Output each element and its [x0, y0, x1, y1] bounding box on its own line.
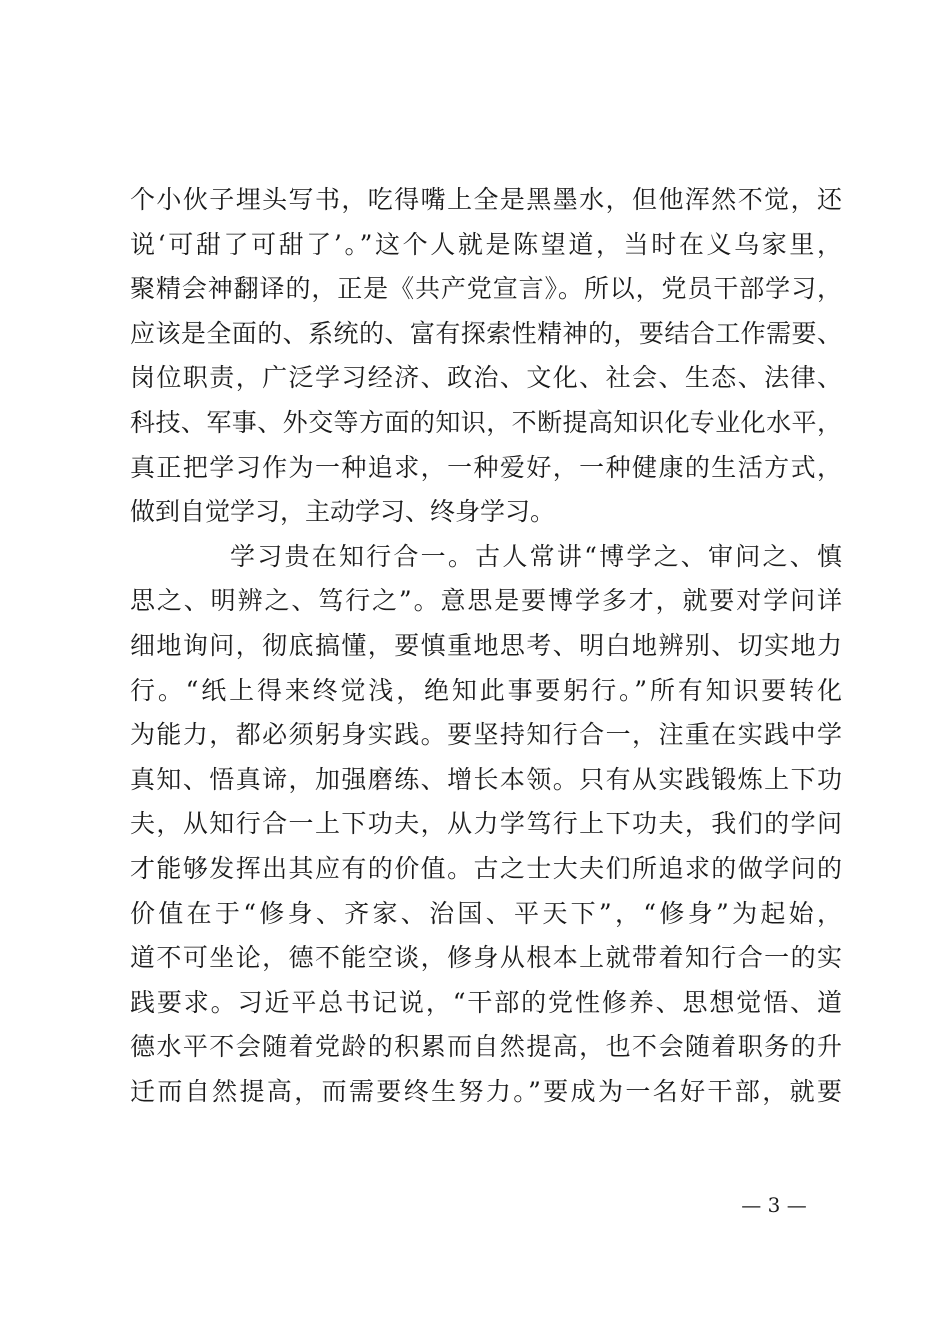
- text-line: 践要求。习近平总书记说，“干部的党性修养、思想觉悟、道: [130, 987, 842, 1017]
- text-line: 真正把学习作为一种追求，一种爱好，一种健康的生活方式，: [130, 452, 842, 482]
- body-text: [130, 178, 842, 1114]
- text-line: 聚精会神翻译的，正是《共产党宣言》。所以，党员干部学习，: [130, 274, 842, 304]
- text-line: 真知、悟真谛，加强磨练、增长本领。只有从实践锻炼上下功: [130, 764, 842, 794]
- text-line: 科技、军事、外交等方面的知识，不断提高知识化专业化水平，: [130, 407, 842, 437]
- text-line: 道不可坐论，德不能空谈，修身从根本上就带着知行合一的实: [130, 943, 842, 973]
- text-line: 德水平不会随着党龄的积累而自然提高，也不会随着职务的升: [130, 1032, 842, 1062]
- text-line: 说‘可甜了可甜了’。”这个人就是陈望道，当时在义乌家里，: [130, 229, 842, 259]
- text-line: 细地询问，彻底搞懂，要慎重地思考、明白地辨别、切实地力: [130, 630, 842, 660]
- page-number: — 3 —: [741, 1193, 807, 1217]
- text-line: 应该是全面的、系统的、富有探索性精神的，要结合工作需要、: [130, 318, 842, 348]
- text-line: 迁而自然提高，而需要终生努力。”要成为一名好干部，就要: [130, 1076, 842, 1106]
- text-line: 才能够发挥出其应有的价值。古之士大夫们所追求的做学问的: [130, 853, 842, 883]
- text-line: 为能力，都必须躬身实践。要坚持知行合一，注重在实践中学: [130, 720, 842, 750]
- text-line: 思之、明辨之、笃行之”。意思是要博学多才，就要对学问详: [130, 586, 842, 616]
- text-line: 个小伙子埋头写书，吃得嘴上全是黑墨水，但他浑然不觉，还: [130, 185, 842, 214]
- text-line: 岗位职责，广泛学习经济、政治、文化、社会、生态、法律、: [130, 363, 842, 393]
- text-line: 夫，从知行合一上下功夫，从力学笃行上下功夫，我们的学问: [130, 809, 842, 839]
- text-line: 做到自觉学习，主动学习、终身学习。: [130, 497, 556, 527]
- text-line: 价值在于“修身、齐家、治国、平天下”，“修身”为起始，: [130, 898, 842, 928]
- text-line: 行。“纸上得来终觉浅，绝知此事要躬行。”所有知识要转化: [130, 675, 842, 705]
- paragraph-start-line: 学习贵在知行合一。古人常讲“博学之、审问之、慎: [230, 541, 842, 571]
